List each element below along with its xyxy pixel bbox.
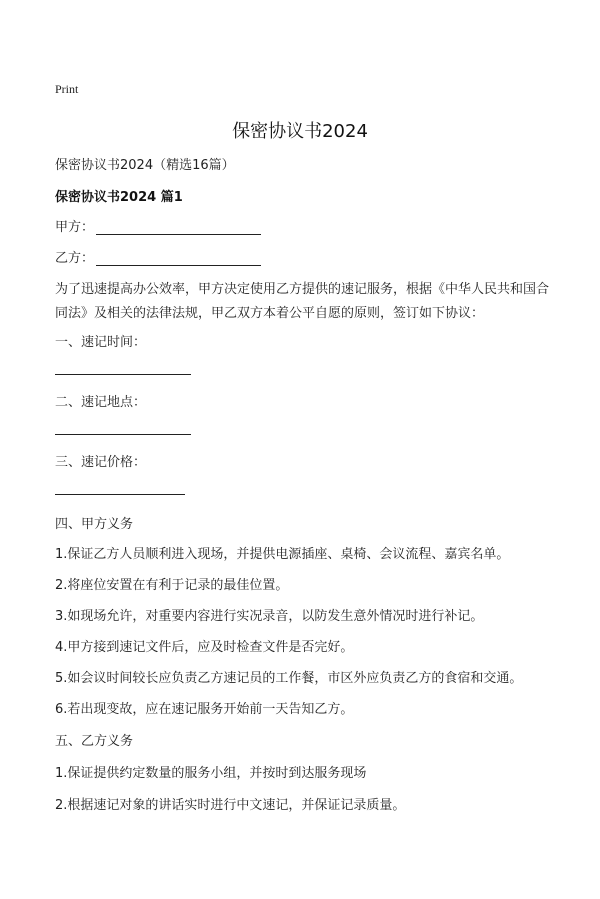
item-place-label: 二、速记地点： (55, 395, 147, 410)
party-a-blank-line (96, 220, 261, 235)
party-b-label: 乙方： (55, 251, 95, 266)
party-b-duty-item: 2.根据速记对象的讲话实时进行中文速记，并保证记录质量。 (55, 798, 406, 813)
page-title: 保密协议书2024 (232, 121, 368, 142)
party-a-label: 甲方： (55, 220, 95, 235)
document-subtitle: 保密协议书2024（精选16篇） (55, 158, 235, 173)
intro-paragraph: 为了迅速提高办公效率，甲方决定使用乙方提供的速记服务，根据《中华人民共和国合同法》及相关的法律法规，甲乙双方本着公平自愿的原则，签订如下协议： (55, 282, 550, 321)
party-b-row (55, 247, 261, 266)
party-a-duty-item: 1.保证乙方人员顺利进入现场，并提供电源插座、桌椅、会议流程、嘉宾名单。 (55, 547, 510, 562)
party-a-duty-item: 3.如现场允许，对重要内容进行实况录音，以防发生意外情况时进行补记。 (55, 609, 484, 624)
party-b-duty-item: 1.保证提供约定数量的服务小组，并按时到达服务现场 (55, 766, 367, 781)
item-price-label: 三、速记价格： (55, 455, 147, 470)
party-a-duties-heading: 四、甲方义务 (55, 517, 134, 532)
item-time-blank-line (55, 374, 191, 375)
party-b-blank-line (96, 251, 261, 266)
party-a-row (55, 216, 261, 235)
party-a-duty-item: 2.将座位安置在有利于记录的最佳位置。 (55, 578, 289, 593)
section-heading: 保密协议书2024 篇1 (55, 190, 183, 205)
print-link[interactable]: Print (55, 82, 79, 96)
party-a-duty-item: 6.若出现变故，应在速记服务开始前一天告知乙方。 (55, 702, 354, 717)
party-b-duties-heading: 五、乙方义务 (55, 734, 134, 749)
party-a-duty-item: 4.甲方接到速记文件后，应及时检查文件是否完好。 (55, 640, 354, 655)
party-a-duty-item: 5.如会议时间较长应负责乙方速记员的工作餐，市区外应负责乙方的食宿和交通。 (55, 671, 523, 686)
item-place-blank-line (55, 434, 191, 435)
item-price-blank-line (55, 494, 185, 495)
item-time-label: 一、速记时间： (55, 335, 147, 350)
